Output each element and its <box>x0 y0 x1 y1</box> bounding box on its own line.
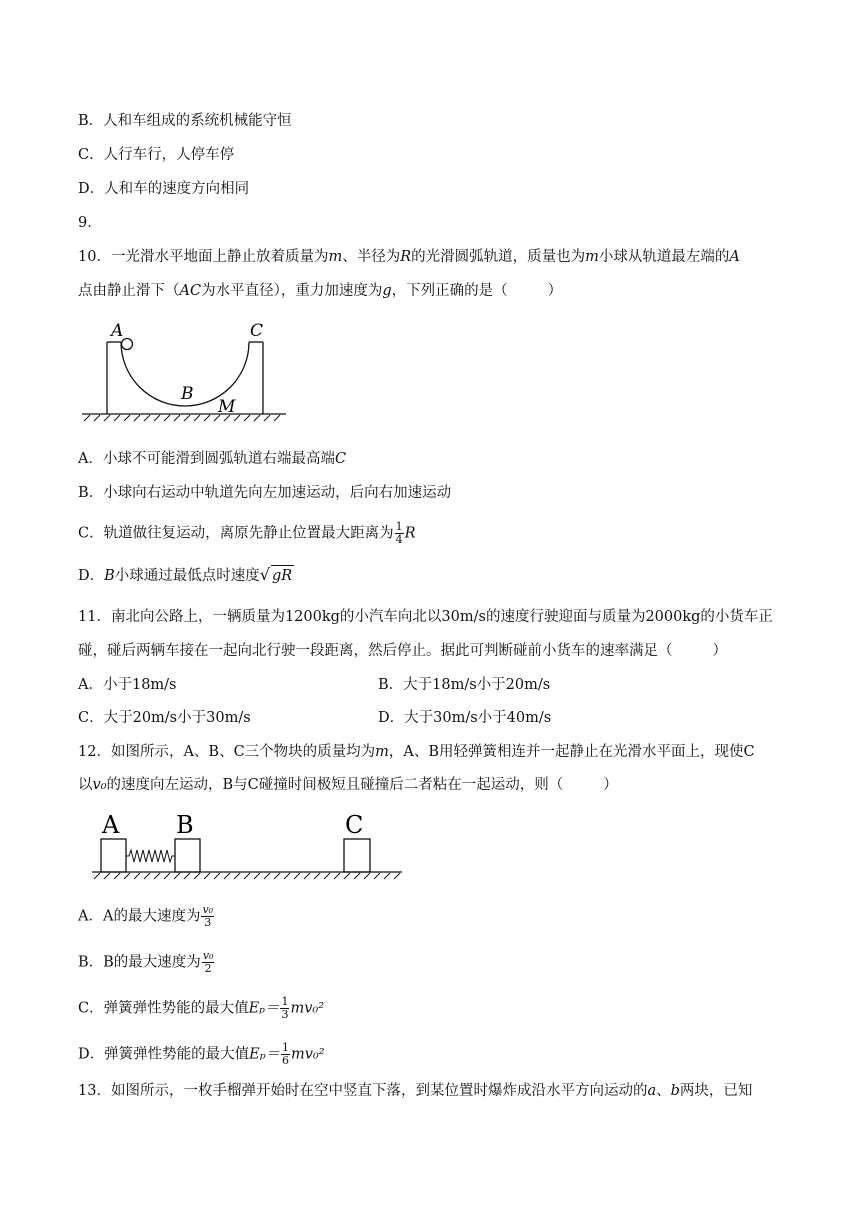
q10-label-m: M <box>218 397 236 417</box>
q11-option-b: B．大于18m/s小于20m/s <box>378 677 551 693</box>
q8-option-d: D．人和车的速度方向相同 <box>78 181 250 197</box>
q12-option-c: C．弹簧弹性势能的最大值Eₚ＝ $\frac{1}{3}$ mv₀² <box>78 995 325 1021</box>
q9-number: 9． <box>78 215 102 231</box>
q13-stem-line1: 13．如图所示，一枚手榴弹开始时在空中竖直下落，到某位置时爆炸成沿水平方向运动的a、b两块，已知 <box>78 1083 753 1099</box>
q12-label-b: B <box>176 811 194 839</box>
q10-option-c: C．轨道做往复运动，离原先静止位置最大距离为 $\frac{1}{4}$ R <box>78 520 416 546</box>
q10-option-d: D．B小球通过最低点时速度√ gR <box>78 565 293 584</box>
q10-label-a: A <box>111 321 124 341</box>
q12-option-d: D．弹簧弹性势能的最大值Eₚ＝ $\frac{1}{6}$ mv₀² <box>78 1041 325 1067</box>
fraction: $\frac{\text{v₀}}{3}$ <box>202 903 214 929</box>
q11-option-a: A．小于18m/s <box>78 677 177 693</box>
fraction: $\frac{1}{6}$ <box>282 1041 290 1067</box>
q11-stem-line2: 碰，碰后两辆车接在一起向北行驶一段距离，然后停止。据此可判断碰前小货车的速率满足（ ） <box>78 643 727 659</box>
q12-option-b: B．B的最大速度为 $\frac{\text{v₀}}{2}$ <box>78 949 214 975</box>
block-b <box>175 839 200 872</box>
q8-option-c: C．人行车行，人停车停 <box>78 147 235 163</box>
block-a <box>101 839 126 872</box>
q10-stem-line1: 10．一光滑水平地面上静止放着质量为m、半径为R的光滑圆弧轨道，质量也为m小球从轨道最左端的A <box>78 249 740 265</box>
q10-option-a: A．小球不可能滑到圆弧轨道右端最高端C <box>78 451 347 467</box>
q10-option-b: B．小球向右运动中轨道先向左加速运动，后向右加速运动 <box>78 485 452 501</box>
fraction: $\frac{\text{v₀}}{2}$ <box>202 949 214 975</box>
q11-option-c: C．大于20m/s小于30m/s <box>78 710 251 726</box>
sqrt-sign: √ <box>259 565 270 584</box>
q10-arc-track-figure <box>78 318 290 422</box>
q8-option-b: B．人和车组成的系统机械能守恒 <box>78 113 292 129</box>
fraction: $\frac{1}{3}$ <box>281 995 289 1021</box>
q12-stem-line2: 以v₀的速度向左运动，B与C碰撞时间极短且碰撞后二者粘在一起运动，则（ ） <box>78 777 618 793</box>
fraction: $\frac{1}{4}$ <box>395 520 403 546</box>
q12-option-a: A．A的最大速度为 $\frac{\text{v₀}}{3}$ <box>78 903 214 929</box>
q10-label-c: C <box>250 321 264 341</box>
q12-label-a: A <box>102 811 120 839</box>
q10-label-b: B <box>181 384 194 404</box>
q11-stem-line1: 11．南北向公路上，一辆质量为1200kg的小汽车向北以30m/s的速度行驶迎面与质量为2000kg的小货车正 <box>78 609 773 625</box>
q12-blocks-figure <box>88 810 404 884</box>
q10-stem-line2: 点由静止滑下（AC为水平直径），重力加速度为g，下列正确的是（ ） <box>78 283 563 299</box>
q12-stem-line1: 12．如图所示，A、B、C三个物块的质量均为m，A、B用轻弹簧相连并一起静止在光滑水平面上，现使C <box>78 744 755 760</box>
q12-label-c: C <box>345 811 364 839</box>
spring <box>126 850 175 862</box>
block-c <box>344 839 370 872</box>
q11-option-d: D．大于30m/s小于40m/s <box>378 710 552 726</box>
